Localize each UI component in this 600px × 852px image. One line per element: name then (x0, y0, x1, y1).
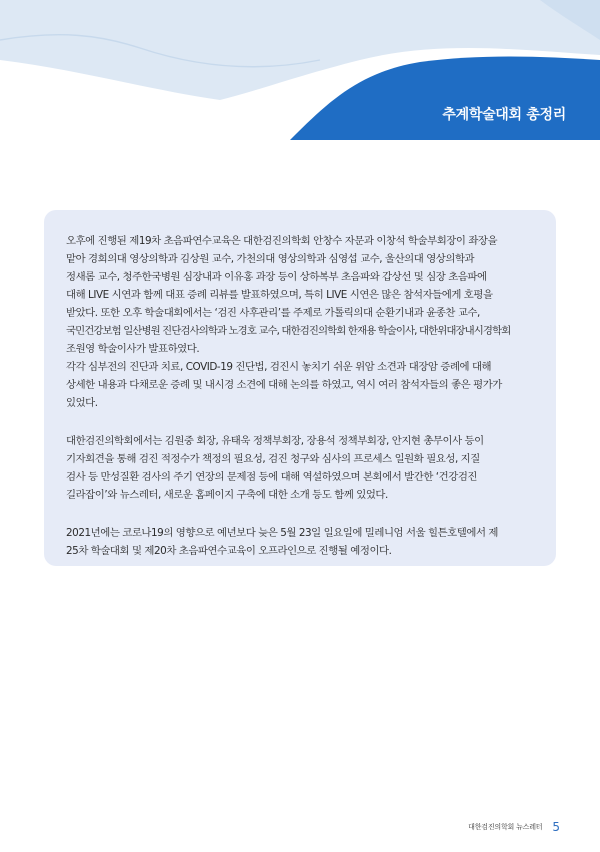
text-line: 25차 학술대회 및 제20차 초음파연수교육이 오프라인으로 진행될 예정이다. (66, 545, 392, 557)
content-box (44, 210, 556, 566)
paragraph-2 (66, 432, 534, 504)
text-line: 있었다. (66, 397, 98, 409)
text-line: 2021년에는 코로나19의 영향으로 예년보다 늦은 5월 23일 일요일에 밀레니엄 서울 힐튼호텔에서 제 (66, 527, 498, 539)
text-line: 국민건강보험 일산병원 진단검사의학과 노경호 교수, 대한검진의학회 한재용 학술이사, 대한위대장내시경학회 (66, 325, 511, 337)
text-line: 검사 등 만성질환 검사의 주기 연장의 문제점 등에 대해 역설하였으며 본회에서 발간한 ‘건강검진 (66, 471, 477, 483)
paragraph-1 (66, 232, 534, 412)
publication-name: 대한검진의학회 뉴스레터 (468, 823, 543, 831)
text-line: 받았다. 또한 오후 학술대회에서는 ‘검진 사후관리’를 주제로 가톨릭의대 순환기내과 윤종찬 교수, (66, 307, 480, 319)
text-line: 조원영 학술이사가 발표하였다. (66, 343, 200, 355)
text-line: 각각 심부전의 진단과 치료, COVID-19 진단법, 검진시 놓치기 쉬운 위암 소견과 대장암 증례에 대해 (66, 361, 492, 373)
text-line: 기자회견을 통해 검진 적정수가 책정의 필요성, 검진 청구와 심사의 프로세스 일원화 필요성, 지질 (66, 453, 480, 465)
text-line: 대해 LIVE 시연과 함께 대표 증례 리뷰를 발표하였으며, 특히 LIVE 시연은 많은 참석자들에게 호평을 (66, 289, 493, 301)
section-title: 추계학술대회 총정리 (442, 107, 566, 123)
text-line: 대한검진의학회에서는 김원중 회장, 유태욱 정책부회장, 장용석 정책부회장, 안지현 총무이사 등이 (66, 435, 484, 447)
header-banner (0, 0, 600, 140)
paragraph-3 (66, 524, 534, 560)
text-line: 맡아 경희의대 영상의학과 김상원 교수, 가천의대 영상의학과 심영섭 교수, 울산의대 영상의학과 (66, 253, 475, 265)
text-line: 오후에 진행된 제19차 초음파연수교육은 대한검진의학회 안창수 자문과 이창석 학술부회장이 좌장을 (66, 235, 498, 247)
text-line: 상세한 내용과 다채로운 증례 및 내시경 소견에 대해 논의를 하였고, 역시 여러 참석자들의 좋은 평가가 (66, 379, 502, 391)
text-line: 정새롬 교수, 청주한국병원 심장내과 이유홍 과장 등이 상하복부 초음파와 갑상선 및 심장 초음파에 (66, 271, 487, 283)
text-line: 길라잡이’와 뉴스레터, 새로운 홈페이지 구축에 대한 소개 등도 함께 있었다. (66, 489, 388, 501)
footer (468, 820, 560, 834)
page-number: 5 (552, 820, 560, 834)
